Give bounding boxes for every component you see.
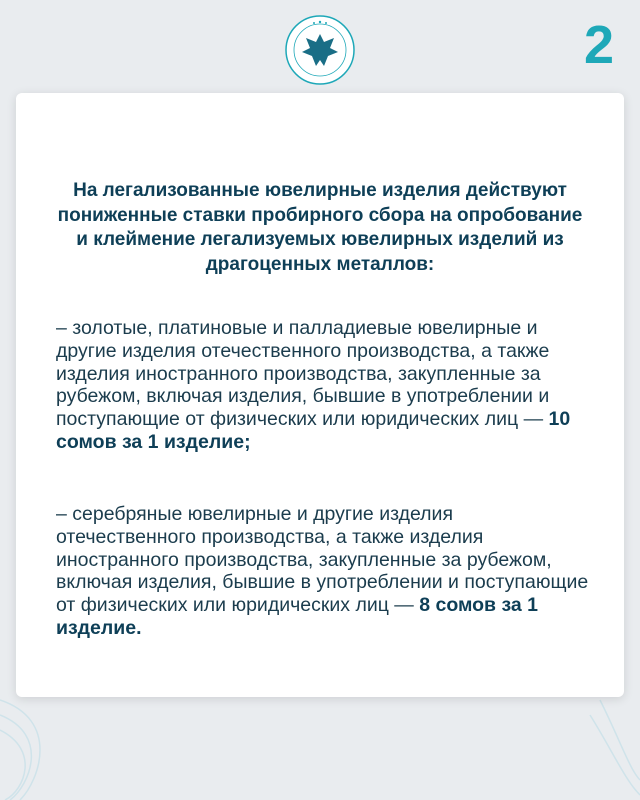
list-item-text: – золотые, платиновые и палладиевые ювелирные и другие изделия отечественного производства, а также изделия иностранного производства, закупленные за рубежом, включая изделия, бывшие в употреблении и поступающие от физических или юридических лиц — — [56, 317, 550, 431]
list-item-silver — [56, 503, 596, 640]
card-heading: На легализованные ювелирные изделия действуют пониженные ставки пробирного сбора на опробование и клеймение легализуемых ювелирных изделий из драгоценных металлов: — [57, 180, 583, 275]
rate-highlight: 10 сомов за 1 изделие; — [56, 408, 571, 453]
page-number: 2 — [583, 15, 614, 75]
eagle-emblem-icon — [284, 14, 356, 86]
rate-highlight: 8 сомов за 1 изделие. — [56, 594, 539, 639]
list-item-text: – серебряные ювелирные и другие изделия отечественного производства, а также изделия иностранного производства, закупленные за рубежом, включая изделия, бывшие в употреблении и поступающие от физических или юридических лиц — — [56, 503, 589, 617]
list-item-gold — [56, 317, 596, 454]
content-card — [16, 93, 624, 697]
